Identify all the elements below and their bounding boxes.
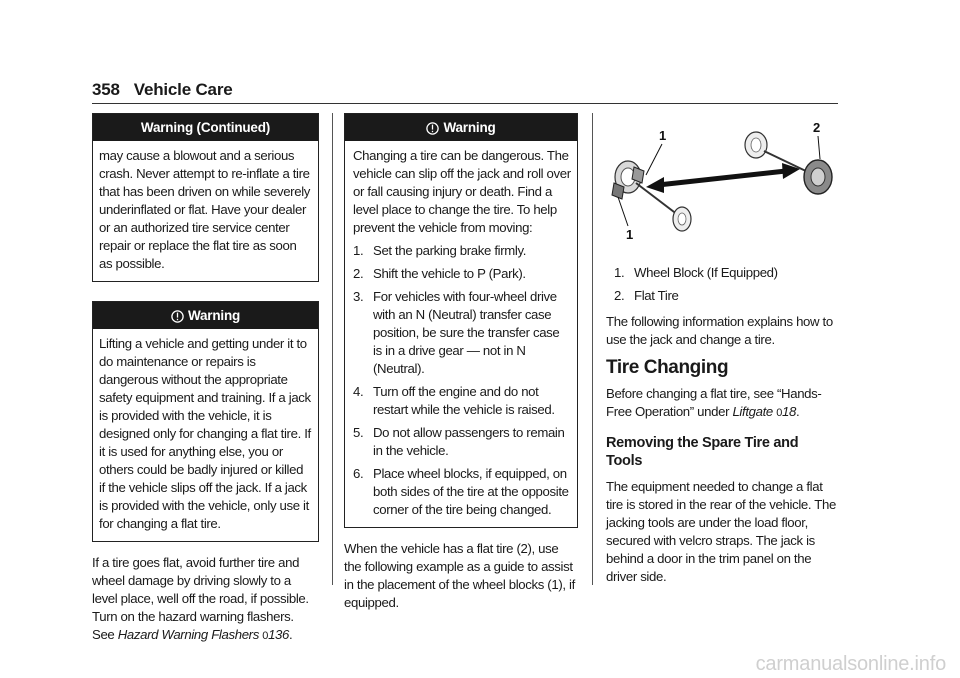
hazard-flashers-link[interactable]: Hazard Warning Flashers (117, 627, 259, 642)
list-item (353, 424, 571, 460)
heading-tire-changing: Tire Changing (606, 357, 729, 378)
warning-title: Warning (187, 308, 241, 323)
warning-icon (426, 122, 439, 135)
list-item-number: 2. (353, 266, 364, 281)
paragraph-end: . (289, 627, 293, 642)
diagonal-arrow (646, 163, 800, 193)
list-item-text: Flat Tire (634, 288, 679, 303)
warning-icon (171, 310, 184, 323)
callout-label: 2 (813, 120, 820, 135)
page-ref-number[interactable]: 136 (268, 627, 290, 642)
column-divider (592, 113, 593, 585)
page-number: 358 (92, 80, 120, 99)
header-rule (92, 103, 838, 104)
warning-text: may cause a blowout and a serious crash. Never attempt to re-inflate a tire that has been driven on while severely underinflated or flat. Have your dealer or an authorized tire service center repair or replace the flat tire as soon as possible. (99, 148, 311, 271)
body-paragraph: When the vehicle has a flat tire (2), use the following example as a guide to assist in the placement of the wheel blocks (1), if equipped. (344, 541, 575, 610)
tire-with-wheel-block (612, 161, 644, 199)
warning-continued-title: Warning (Continued) (93, 114, 318, 141)
list-item-number: 2. (614, 288, 625, 303)
list-item-number: 1. (353, 243, 364, 258)
column-divider (332, 113, 333, 585)
warning-text: Lifting a vehicle and getting under it to do maintenance or repairs is dangerous without the appropriate safety equipment and training. If a jack is provided with the vehicle, it is designed only for changing a flat tire. If it is used for anything else, you or others could be badly injured or killed if the vehicle slips off the jack. If a jack is provided with the vehicle, only use it for changing a flat tire. (99, 336, 311, 531)
callout-line (618, 197, 628, 226)
figure-legend (606, 264, 838, 305)
list-item-text: For vehicles with four-wheel drive with an N (Neutral) transfer case position, be sure the transfer case is in a drive gear — not in N (Neutral). (373, 289, 560, 376)
list-item (353, 288, 571, 378)
list-item (353, 465, 571, 519)
paragraph-text: If a tire goes flat, avoid further tire and wheel damage by driving slowly to a level place, well off the road, if possible. Turn on the hazard warning flashers. See (92, 555, 309, 642)
warning-title-bar (345, 114, 577, 141)
column-left (92, 113, 319, 645)
list-item-number: 4. (353, 384, 364, 399)
list-item (353, 383, 571, 419)
list-item-number: 1. (614, 265, 625, 280)
warning-intro: Changing a tire can be dangerous. The vehicle can slip off the jack and roll over or fall causing injury or death. Find a level place to change the tire. To help prevent the vehicle from moving: (353, 148, 571, 235)
page-ref-number[interactable]: 18 (782, 404, 796, 419)
paragraph-end: . (796, 404, 800, 419)
warning-box (92, 301, 319, 542)
section-title: Vehicle Care (133, 80, 233, 99)
front-left-tire (673, 207, 691, 231)
page-header (92, 80, 233, 100)
list-item-number: 6. (353, 466, 364, 481)
callout-line (818, 136, 820, 159)
list-item-text: Shift the vehicle to P (Park). (373, 266, 526, 281)
list-item (614, 287, 838, 305)
callout-line (646, 144, 662, 175)
list-item (614, 264, 838, 282)
list-item-number: 5. (353, 425, 364, 440)
body-paragraph: The following information explains how to use the jack and change a tire. (606, 314, 833, 347)
warning-steps-list (353, 242, 571, 519)
list-item-text: Do not allow passengers to remain in the vehicle. (373, 425, 565, 458)
heading-removing-spare: Removing the Spare Tire and Tools (606, 435, 799, 469)
list-item-text: Turn off the engine and do not restart while the vehicle is raised. (373, 384, 555, 417)
column-right (606, 113, 838, 586)
warning-title-bar (93, 302, 318, 329)
liftgate-link[interactable]: Liftgate (732, 404, 773, 419)
callout-label: 1 (626, 227, 633, 242)
page-ref-icon: 0 (262, 630, 269, 642)
list-item (353, 265, 571, 283)
page-ref-icon: 0 (776, 407, 783, 419)
list-item (353, 242, 571, 260)
wheel-block-illustration (606, 113, 838, 253)
paragraph-text: Before changing a flat tire, see “Hands-Free Operation” under (606, 386, 822, 419)
list-item-text: Wheel Block (If Equipped) (634, 265, 778, 280)
warning-continued-box (92, 113, 319, 282)
warning-title: Warning (443, 120, 496, 135)
list-item-number: 3. (353, 289, 364, 304)
list-item-text: Set the parking brake firmly. (373, 243, 527, 258)
body-paragraph (606, 385, 838, 422)
callout-label: 1 (659, 128, 666, 143)
warning-box (344, 113, 578, 528)
flat-tire (804, 160, 832, 194)
body-paragraph (92, 554, 319, 645)
watermark: carmanualsonline.info (755, 653, 946, 675)
body-paragraph: The equipment needed to change a flat tire is stored in the rear of the vehicle. The jacking tools are under the load floor, secured with velcro straps. The jack is behind a door in the trim panel on the driver side. (606, 479, 836, 584)
rear-right-tire (745, 132, 767, 158)
column-middle (344, 113, 578, 612)
list-item-text: Place wheel blocks, if equipped, on both sides of the tire at the opposite corner of the tire being changed. (373, 466, 569, 517)
